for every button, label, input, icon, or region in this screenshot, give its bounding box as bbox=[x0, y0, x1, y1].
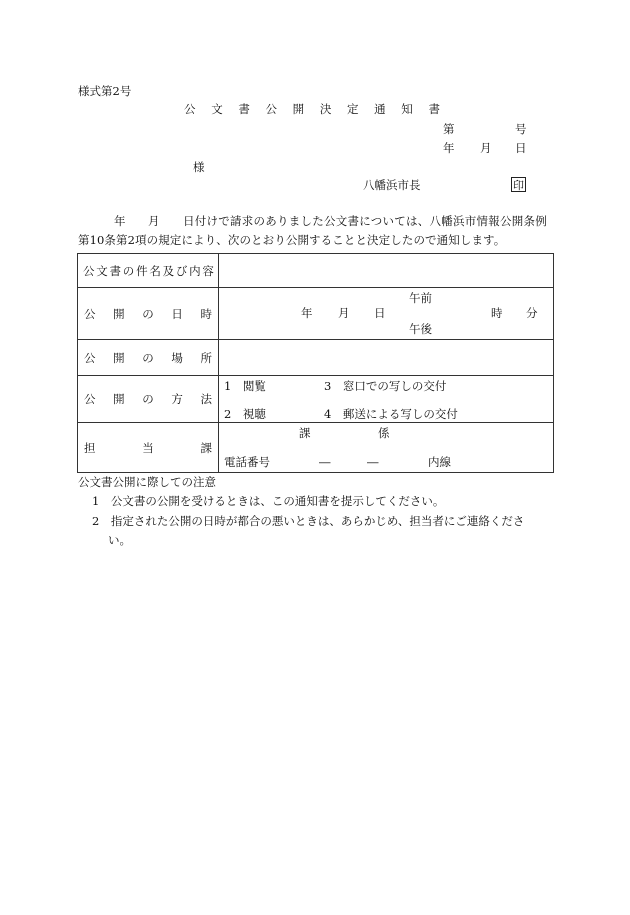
label-char: 開 bbox=[113, 306, 125, 321]
subject-value-cell[interactable] bbox=[219, 254, 554, 288]
body-line-1: 日付けで請求のありました公文書については、八幡浜市情報公開条例 bbox=[183, 214, 548, 228]
body-year: 年 bbox=[114, 214, 126, 228]
body-month: 月 bbox=[148, 214, 160, 228]
note-item-1: 1 公文書の公開を受けるときは、この通知書を提示してください。 bbox=[92, 494, 445, 508]
label-char: 日 bbox=[171, 306, 183, 321]
label-char: び bbox=[175, 263, 188, 278]
label-subject-text bbox=[78, 263, 218, 279]
label-char: の bbox=[142, 306, 154, 321]
label-contact bbox=[78, 423, 219, 473]
label-char: 所 bbox=[200, 350, 212, 365]
label-subject bbox=[78, 254, 219, 288]
label-char: 文 bbox=[96, 263, 108, 278]
date-day: 日 bbox=[515, 141, 527, 155]
method-2-audiovisual[interactable]: 2 視聴 bbox=[224, 407, 266, 421]
issuer-name: 八幡浜市長 bbox=[363, 178, 421, 192]
label-datetime-text bbox=[78, 306, 218, 322]
dt-minute: 分 bbox=[526, 306, 538, 320]
phone-dash-1: ― bbox=[319, 455, 331, 469]
note-item-2: 2 指定された公開の日時が都合の悪いときは、あらかじめ、担当者にご連絡くださ bbox=[92, 514, 525, 528]
table-row-contact bbox=[78, 423, 554, 473]
label-char: 担 bbox=[84, 440, 96, 455]
disclosure-table bbox=[77, 253, 554, 473]
label-char: 開 bbox=[113, 350, 125, 365]
date-month: 月 bbox=[480, 141, 492, 155]
method-value-cell bbox=[219, 376, 554, 423]
label-char: 法 bbox=[200, 392, 212, 406]
number-suffix: 号 bbox=[515, 122, 527, 136]
addressee-suffix: 様 bbox=[193, 160, 205, 174]
document-title-text: 公 文 書 公 開 決 定 通 知 書 bbox=[184, 102, 446, 116]
dt-hour: 時 bbox=[491, 306, 503, 320]
method-4-mail-copy[interactable]: 4 郵送による写しの交付 bbox=[324, 407, 458, 421]
phone-dash-2: ― bbox=[367, 455, 379, 469]
method-1-view[interactable]: 1 閲覧 bbox=[224, 379, 266, 393]
document-title bbox=[0, 104, 630, 116]
date-year: 年 bbox=[443, 141, 455, 155]
method-3-counter-copy[interactable]: 3 窓口での写しの交付 bbox=[324, 379, 447, 393]
label-char: 時 bbox=[200, 306, 212, 321]
datetime-value-cell[interactable] bbox=[219, 288, 554, 340]
am-label: 午前 bbox=[409, 291, 432, 305]
seal-mark: 印 bbox=[513, 179, 524, 192]
label-char: 書 bbox=[109, 263, 122, 278]
note-item-2-continued: い。 bbox=[108, 533, 131, 547]
label-place bbox=[78, 340, 219, 376]
table-row-subject bbox=[78, 254, 554, 288]
pm-label: 午後 bbox=[409, 322, 432, 336]
label-method bbox=[78, 376, 219, 423]
table-row-datetime bbox=[78, 288, 554, 340]
label-method-text bbox=[78, 391, 218, 407]
dt-year: 年 bbox=[301, 306, 313, 320]
label-char: 公 bbox=[84, 350, 96, 365]
label-datetime bbox=[78, 288, 219, 340]
label-char: の bbox=[122, 263, 135, 278]
label-place-text bbox=[78, 350, 218, 366]
form-number: 様式第2号 bbox=[78, 84, 132, 98]
number-prefix: 第 bbox=[443, 122, 455, 136]
dt-day: 日 bbox=[374, 306, 386, 320]
label-char: 場 bbox=[171, 350, 183, 365]
body-line-2: 第10条第2項の規定により、次のとおり公開することと決定したので通知します。 bbox=[78, 233, 506, 247]
notes-title: 公文書公開に際しての注意 bbox=[78, 475, 216, 489]
label-char: の bbox=[142, 392, 154, 406]
table-row-method bbox=[78, 376, 554, 423]
label-char: 公 bbox=[84, 392, 96, 406]
contact-ka: 課 bbox=[299, 426, 311, 440]
label-char: 開 bbox=[113, 392, 125, 406]
label-char: の bbox=[142, 350, 154, 365]
table-row-place bbox=[78, 340, 554, 376]
label-char: 公 bbox=[83, 263, 95, 278]
dt-month: 月 bbox=[338, 306, 350, 320]
phone-label: 電話番号 bbox=[224, 455, 270, 469]
label-char: 及 bbox=[162, 263, 175, 278]
place-value-cell[interactable] bbox=[219, 340, 554, 376]
contact-value-cell[interactable] bbox=[219, 423, 554, 473]
label-char: 課 bbox=[200, 440, 212, 455]
label-char: 容 bbox=[202, 263, 214, 278]
label-char: 当 bbox=[142, 440, 154, 455]
label-contact-text bbox=[78, 440, 218, 456]
label-char: 方 bbox=[171, 392, 183, 406]
phone-extension: 内線 bbox=[428, 455, 451, 469]
label-char: 名 bbox=[149, 263, 161, 278]
contact-kakari: 係 bbox=[378, 426, 390, 440]
label-char: 公 bbox=[84, 306, 96, 321]
label-char: 件 bbox=[136, 263, 148, 278]
label-char: 内 bbox=[189, 263, 201, 278]
